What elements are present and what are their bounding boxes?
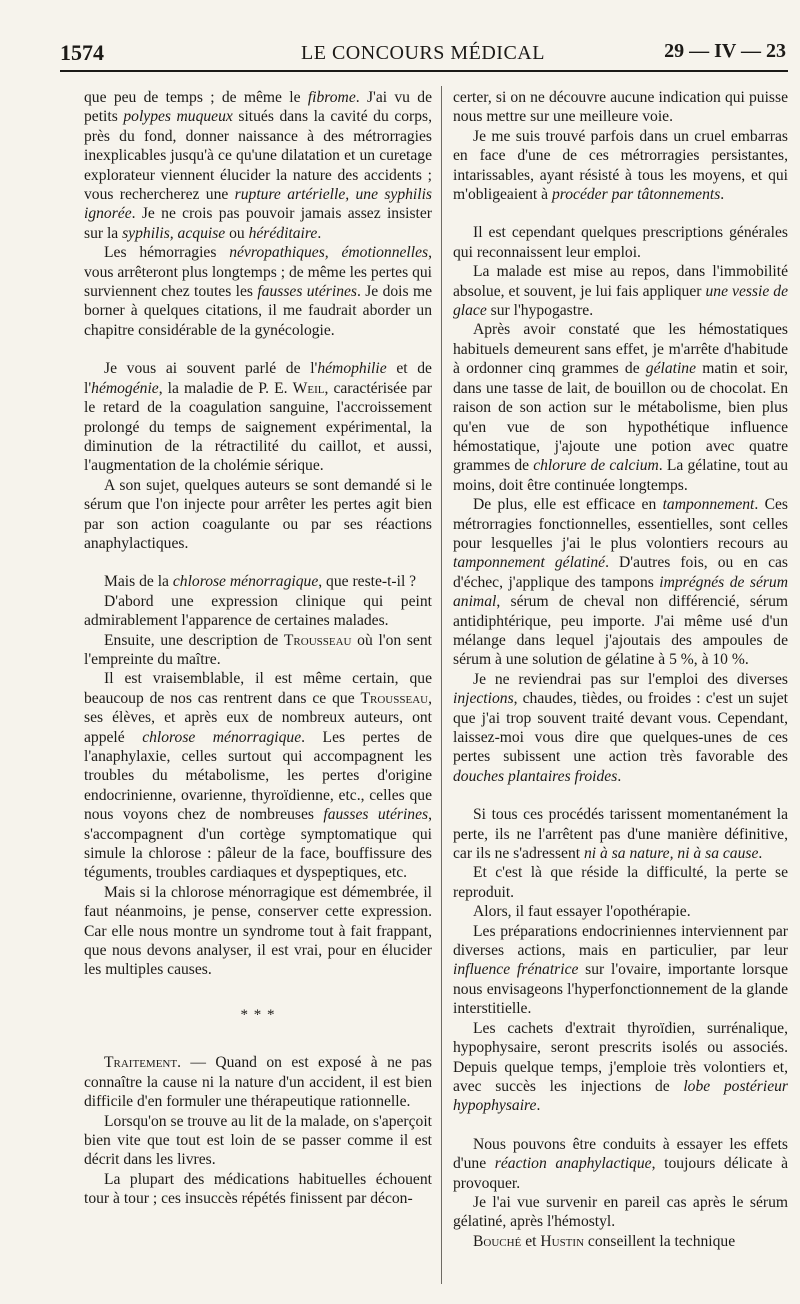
- paragraph: Je l'ai vue survenir en pareil cas après le sérum gélatiné, après l'hémostyl.: [453, 1193, 788, 1231]
- paragraph: La malade est mise au repos, dans l'immobilité absolue, et souvent, je lui fais appliquer une vessie de glace sur l'hypogastre.: [453, 263, 788, 320]
- paragraph: De plus, elle est efficace en tamponnement. Ces métrorragies fonctionnelles, essentielles, sont celles pour lesquelles j'ai le plus volontiers recours au tamponnement gélatiné. D'autres fois, ou en cas d'échec, j'applique des tampons imprégnés de sérum animal, sérum de cheval non différencié, sérum antidiphtérique, peu importe. J'ai même usé d'un mélange dans lequel j'ajoutais des ampoules de sérum à une solution de gélatine à 5 %, à 10 %.: [453, 496, 788, 669]
- section-separator: * * *: [240, 1006, 276, 1023]
- paragraph: Lorsqu'on se trouve au lit de la malade, on s'aperçoit bien vite que tout est loin de se passer comme il est décrit dans les livres.: [84, 1112, 432, 1169]
- paragraph: Les préparations endocriniennes interviennent par diverses actions, mais en particulier, par leur influence frénatrice sur l'ovaire, importante lorsque nous envisageons l'hyperfonctionnement de la glande interstitielle.: [453, 922, 788, 1018]
- paragraph: Je ne reviendrai pas sur l'emploi des diverses injections, chaudes, tièdes, ou froides : c'est un sujet que j'ai trop souvent traité devant vous. Cependant, laissez-moi vous dire que quelques-unes de ces pertes subissent une action très favorable des douches plantaires froides.: [453, 670, 788, 785]
- paragraph: Mais de la chlorose ménorragique, que reste-t-il ?: [104, 573, 417, 591]
- column-divider: [441, 86, 442, 1284]
- paragraph: Traitement. — Quand on est exposé à ne pas connaître la cause ni la nature d'un accident, il est bien difficile d'en formuler une thérapeutique rationnelle.: [84, 1054, 432, 1111]
- page-header: [60, 40, 786, 70]
- issue-date: 29 — IV — 23: [664, 40, 786, 62]
- paragraph: Mais si la chlorose ménorragique est démembrée, il faut néanmoins, je pense, conserver cette expression. Car elle nous montre un syndrome tout à fait frappant, que nous devons analyser, il est vrai, pour en élucider les multiples causes.: [84, 883, 432, 979]
- paragraph: Les hémorragies névropathiques, émotionnelles, vous arrêteront plus longtemps ; de même les pertes qui surviennent chez toutes les fausses utérines. Je dois me borner à quelques citations, il me faudrait aborder un chapitre considérable de la gynécologie.: [84, 244, 432, 339]
- header-rule: [60, 70, 788, 72]
- page-number: 1574: [60, 40, 104, 65]
- paragraph: Je me suis trouvé parfois dans un cruel embarras en face d'une de ces métrorragies persistantes, intarissables, ayant résisté à tous les moyens, et qui m'obligeaient à procéder par tâtonnements.: [453, 127, 788, 204]
- paragraph: certer, si on ne découvre aucune indication qui puisse nous mettre sur une meilleure voie.: [453, 89, 788, 126]
- paragraph: Ensuite, une description de Trousseau où l'on sent l'empreinte du maître.: [84, 631, 432, 668]
- paragraph: Après avoir constaté que les hémostatiques habituels demeurent sans effet, je m'arrête d'habitude à ordonner cinq grammes de gélatine matin et soir, dans une tasse de lait, de bouillon ou de chocolat. En raison de son action sur le métabolisme, bien plus qu'en vue de son hypothétique influence hémostatique, j'ajoute une potion avec quatre grammes de chlorure de calcium. La gélatine, tout au moins, doit être continuée longtemps.: [453, 321, 788, 494]
- paragraph: Bouché et Hustin conseillent la technique: [473, 1232, 736, 1250]
- paragraph: Si tous ces procédés tarissent momentanément la perte, ils ne l'arrêtent pas d'une manière définitive, car ils ne s'adressent ni à sa nature, ni à sa cause.: [453, 806, 788, 863]
- paragraph: Il est vraisemblable, il est même certain, que beaucoup de nos cas rentrent dans ce que Trousseau, ses élèves, et après eux de nombreux auteurs, ont appelé chlorose ménorragique. Les pertes de l'anaphylaxie, celles surtout qui accompagnent les troubles du métabolisme, les pertes d'origine endocrinienne, ovarienne, thyroïdienne, etc., celles que nous voyons chez de nombreuses fausses utérines, s'accompagnent d'un cortège symptomatique qui simule la chlorose : pâleur de la face, bouffissure des téguments, troubles cardiaques et dyspeptiques, etc.: [84, 670, 432, 882]
- left-column: [84, 88, 432, 1209]
- paragraph: Alors, il faut essayer l'opothérapie.: [473, 903, 691, 921]
- paragraph: D'abord une expression clinique qui peint admirablement l'apparence de certaines malades.: [84, 592, 432, 630]
- paragraph: A son sujet, quelques auteurs se sont demandé si le sérum que l'on injecte pour arrêter les pertes agit bien par son action coagulante ou par ses réactions anaphylactiques.: [84, 476, 432, 552]
- paragraph: Il est cependant quelques prescriptions générales qui reconnaissent leur emploi.: [453, 224, 788, 261]
- paragraph: Nous pouvons être conduits à essayer les effets d'une réaction anaphylactique, toujours délicate à provoquer.: [453, 1135, 788, 1192]
- journal-title: LE CONCOURS MÉDICAL: [301, 42, 545, 64]
- paragraph: Et c'est là que réside la difficulté, la perte se reproduit.: [453, 864, 788, 901]
- paragraph: La plupart des médications habituelles échouent tour à tour ; ces insuccès répétés finissent par décon-: [84, 1170, 432, 1208]
- paragraph: Les cachets d'extrait thyroïdien, surrénalique, hypophysaire, seront prescrits isolés ou associés. Depuis quelque temps, j'emploie très volontiers et, avec succès les injections de lobe postérieur hypophysaire.: [453, 1019, 788, 1115]
- right-column: [453, 88, 788, 1251]
- paragraph: Je vous ai souvent parlé de l'hémophilie et de l'hémogénie, la maladie de P. E. Weil, caractérisée par le retard de la coagulation sanguine, l'accroissement prolongé du temps de saignement expérimental, la diminution de la rétractilité du caillot, et aussi, l'augmentation de la cholémie sérique.: [84, 360, 432, 475]
- paragraph: que peu de temps ; de même le fibrome. J'ai vu de petits polypes muqueux situés dans la cavité du corps, près du fond, donner naissance à des métrorragies inexplicables jusqu'à ce qu'une dilatation et un curetage explorateur viennent élucider la nature des accidents ; vous rechercherez une rupture artérielle, une syphilis ignorée. Je ne crois pas pouvoir jamais assez insister sur la syphilis, acquise ou héréditaire.: [84, 89, 432, 242]
